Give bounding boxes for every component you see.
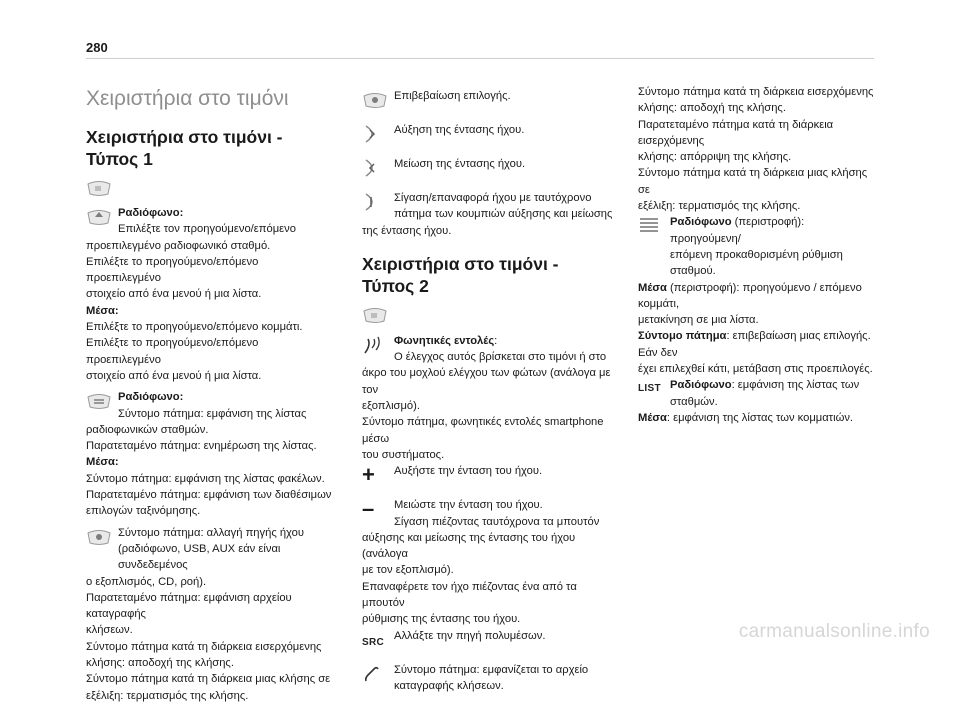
media-heading: Μέσα: (86, 304, 119, 317)
text-line: Μείωση της έντασης ήχου. (394, 158, 526, 170)
page-number: 280 (86, 40, 108, 55)
text-line: Σύντομο πάτημα κατά τη διάρκεια εισερχόμενης (86, 640, 322, 653)
text-line: (περιστροφή): προηγούμενο / επόμενο κομμάτι, (638, 281, 862, 310)
text-line: Ο έλεγχος αυτός βρίσκεται στο τιμόνι ή στο (394, 351, 607, 364)
text-line: Σύντομο πάτημα κατά τη διάρκεια μιας κλήσης σε (638, 167, 868, 196)
volume-up-block (362, 122, 614, 146)
text-line: (ραδιόφωνο, USB, AUX εάν είναι συνδεδεμένος (118, 542, 281, 572)
text-line: Αλλάξτε την πηγή πολυμέσων. (394, 629, 546, 642)
list-control-icon (86, 389, 114, 413)
volume-minus-block (362, 497, 614, 530)
text-line: καταγραφής κλήσεων. (394, 679, 504, 692)
text-line: της έντασης ήχου. (362, 224, 452, 237)
text-line: Σίγαση πιέζοντας ταυτόχρονα τα μπουτόν (394, 515, 600, 528)
confirm-control-icon (362, 88, 390, 112)
confirm-block (362, 88, 614, 112)
text-line: κλήσεων. (86, 624, 133, 637)
text-line: Επιβεβαίωση επιλογής. (394, 90, 511, 102)
steering-control-icon (86, 176, 114, 200)
radio-list-block (86, 389, 336, 422)
volume-up-icon (362, 122, 390, 146)
radio-preset-block (86, 205, 336, 238)
text-line: Αυξήστε την ένταση του ήχου. (394, 465, 543, 478)
text-line: εξοπλισμό). (362, 400, 420, 413)
text-line: Παρατεταμένο πάτημα: εμφάνιση αρχείου καταγραφής (86, 591, 292, 621)
text-line: αύξησης και μείωσης της έντασης του ήχου (ανάλογα (362, 531, 576, 561)
text-line: ραδιοφωνικών σταθμών. (86, 423, 209, 436)
text-line: προεπιλεγμένο ραδιοφωνικό σταθμό. (86, 239, 271, 252)
text-line: κλήσης: απόρριψη της κλήσης. (638, 151, 792, 164)
wheel-icon-row-2 (362, 303, 614, 327)
text-line: Επιλέξτε το προηγούμενο/επόμενο προεπιλεγμένο (86, 337, 259, 366)
radio-heading: Ραδιόφωνο (670, 379, 732, 392)
text-line: Επιλέξτε το προηγούμενο/επόμενο προεπιλεγμένο (86, 255, 259, 285)
dial-block (638, 214, 878, 279)
src-block (362, 628, 614, 652)
text-line: Αύξηση της έντασης ήχου. (394, 124, 525, 136)
text-line: κλήσης: αποδοχή της κλήσης. (638, 102, 786, 115)
media-heading: Μέσα: (86, 456, 119, 469)
text-line: επιλογών ταξινόμησης. (86, 505, 201, 518)
text-line: Σύντομο πάτημα, φωνητικές εντολές smartphone μέσω (362, 416, 604, 445)
text-line: κλήσης: αποδοχή της κλήσης. (86, 657, 234, 670)
voice-command-icon (362, 333, 390, 357)
src-icon: SRC (362, 637, 385, 649)
text-line: Παρατεταμένο πάτημα: εμφάνιση των διαθέσιμων (86, 489, 332, 502)
text-line: Επιλέξτε τον προηγούμενο/επόμενο (118, 223, 296, 236)
radio-heading: Ραδιόφωνο: (118, 207, 184, 219)
radio-heading: Ραδιόφωνο: (118, 391, 184, 404)
text-line: : εμφάνιση της λίστας των κομματιών. (666, 411, 854, 424)
up-down-control-icon (86, 205, 114, 229)
page-title: Χειριστήρια στο τιμόνι (86, 87, 289, 110)
plus-icon: + (362, 462, 375, 488)
text-line: εξέλιξη: τερματισμός της κλήσης. (638, 200, 801, 213)
text-line: Σύντομο πάτημα: εμφανίζεται το αρχείο (394, 663, 589, 676)
text-line: επόμενη προκαθορισμένη ρύθμιση σταθμού. (670, 248, 843, 278)
mute-block (362, 190, 614, 223)
text-line: ο εξοπλισμός, CD, ροή). (86, 575, 207, 588)
voice-heading: Φωνητικές εντολές (394, 334, 495, 347)
minus-icon: – (362, 496, 375, 522)
top-divider (86, 58, 874, 59)
text-line: στοιχείο από ένα μενού ή μια λίστα. (86, 288, 262, 301)
text-line: με τον εξοπλισμό). (362, 564, 454, 577)
text-line: (περιστροφή): προηγούμενη/ (670, 216, 805, 245)
source-control-icon (86, 525, 114, 549)
text-line: Μειώστε την ένταση του ήχου. (394, 499, 543, 512)
text-line: στοιχείο από ένα μενού ή μια λίστα. (86, 369, 262, 382)
list-icon: LIST (638, 383, 661, 395)
volume-down-icon (362, 156, 390, 180)
text-line: μετακίνηση σε μια λίστα. (638, 314, 759, 327)
source-block (86, 525, 336, 574)
phone-block (362, 662, 614, 695)
text-line: Παρατεταμένο πάτημα: ενημέρωση της λίστας. (86, 440, 317, 453)
text-line: σταθμών. (670, 395, 718, 408)
phone-icon (362, 662, 390, 686)
steering-control-icon (362, 303, 390, 327)
wheel-icon-row (86, 176, 336, 200)
text-line: Σύντομο πάτημα: εμφάνιση της λίστας φακέλων. (86, 472, 325, 485)
text-line: Σύντομο πάτημα κατά τη διάρκεια εισερχόμενης (638, 86, 874, 98)
text-line: Σύντομο πάτημα: εμφάνιση της λίστας (118, 407, 307, 420)
text-line: του συστήματος. (362, 448, 445, 461)
volume-plus-block (362, 463, 614, 487)
text-line: Σίγαση/επαναφορά ήχου με ταυτόχρονο (394, 192, 592, 204)
footer-watermark: carmanualsonline.info (738, 621, 930, 642)
text-line: Παρατεταμένο πάτημα κατά τη διάρκεια εισερχόμενης (638, 118, 834, 147)
media-heading: Μέσα (638, 281, 667, 294)
voice-command-block (362, 333, 614, 366)
volume-down-block (362, 156, 614, 180)
text-line: εξέλιξη: τερματισμός της κλήσης. (86, 689, 249, 702)
text-line: Επιλέξτε το προηγούμενο/επόμενο κομμάτι. (86, 321, 303, 334)
text-line: Σύντομο πάτημα: αλλαγή πηγής ήχου (118, 526, 304, 539)
text-line: πάτημα των κουμπιών αύξησης και μείωσης (394, 208, 613, 221)
column-2 (362, 84, 614, 694)
rotary-dial-icon (638, 214, 666, 238)
column-1 (86, 84, 336, 704)
media-heading: Μέσα (638, 411, 667, 424)
text-line: : εμφάνιση της λίστας των (731, 379, 860, 392)
text-line: : επιβεβαίωση μιας επιλογής. Εάν δεν (638, 330, 871, 359)
text-line: ρύθμισης της έντασης του ήχου. (362, 613, 521, 626)
mute-control-icon (362, 190, 390, 214)
short-press-heading: Σύντομο πάτημα (638, 330, 727, 343)
text-line: Σύντομο πάτημα κατά τη διάρκεια μιας κλήσης σε (86, 673, 331, 686)
text-line: Επαναφέρετε τον ήχο πιέζοντας ένα από τα μπουτόν (362, 580, 577, 610)
section-title-type1: Χειριστήρια στο τιμόνι - Τύπος 1 (86, 127, 283, 169)
voice-heading-colon: : (494, 334, 498, 347)
radio-heading: Ραδιόφωνο (670, 216, 732, 229)
text-line: άκρο του μοχλού ελέγχου των φώτων (ανάλογα με τον (362, 367, 611, 396)
section-title-type2: Χειριστήρια στο τιμόνι - Τύπος 2 (362, 253, 559, 296)
text-line: έχει επιλεχθεί κάτι, μετάβαση στις προεπιλογές. (638, 363, 873, 376)
list-block (638, 377, 878, 410)
column-3 (638, 84, 878, 426)
